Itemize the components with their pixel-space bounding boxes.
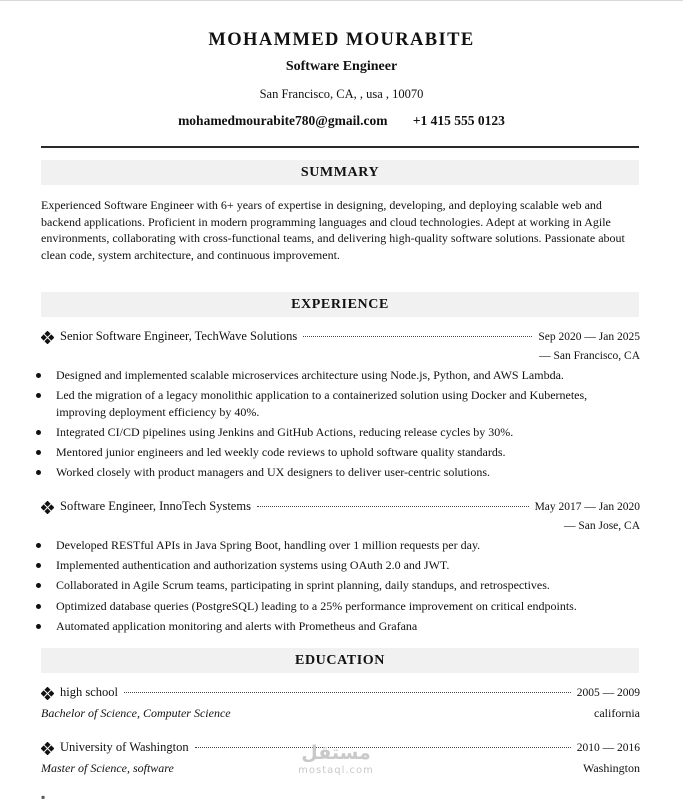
list-item: Developed RESTful APIs in Java Spring Boot, handling over 1 million requests per day. (36, 537, 636, 554)
list-item: Designed and implemented scalable microservices architecture using Node.js, Python, and AWS Lambda. (36, 367, 636, 384)
list-item: Worked closely with product managers and UX designers to deliver user-centric solutions. (36, 464, 636, 481)
job-role: Software Engineer, InnoTech Systems (60, 499, 251, 513)
summary-heading: SUMMARY (41, 160, 639, 185)
bullet-dot-icon (36, 430, 41, 435)
bullet-dot-icon (36, 470, 41, 475)
list-item: Implemented authentication and authorization systems using OAuth 2.0 and JWT. (36, 557, 636, 574)
diamond-cluster-icon (41, 742, 54, 755)
diamond-cluster-icon (41, 331, 54, 344)
email-text: mohamedmourabite780@gmail.com (178, 113, 388, 128)
education-heading: EDUCATION (41, 648, 639, 673)
top-border (0, 0, 683, 1)
watermark-latin: mostaql.com (298, 765, 374, 776)
diamond-cluster-icon (41, 501, 54, 514)
job-role: Senior Software Engineer, TechWave Solutions (60, 329, 298, 343)
bullet-dot-icon (36, 583, 41, 588)
bullet-dot-icon (36, 543, 41, 548)
address: San Francisco, CA, , usa , 10070 (259, 87, 424, 101)
bullet-dot-icon (36, 624, 41, 629)
watermark-logo (286, 741, 386, 786)
contact-line (0, 113, 683, 129)
job-entry-header (41, 499, 640, 515)
bullet-dot-icon (36, 563, 41, 568)
degree-text: Bachelor of Science, Computer Science (41, 706, 231, 720)
header-divider (41, 146, 639, 148)
school-name: high school (60, 685, 118, 699)
watermark-arabic: مستقل (301, 742, 371, 764)
job-location: — San Jose, CA (563, 520, 640, 532)
school-dates: 2010 — 2016 (576, 742, 640, 754)
bullet-dot-icon (36, 393, 41, 398)
school-location: Washington (582, 761, 640, 775)
bullet-dot-icon (36, 450, 41, 455)
experience-heading: EXPERIENCE (41, 292, 639, 317)
job-dates: May 2017 — Jan 2020 (534, 501, 640, 513)
list-item: Mentored junior engineers and led weekly code reviews to uphold software quality standards. (36, 444, 636, 461)
candidate-name: MOHAMMED MOURABITE (208, 30, 475, 50)
leader-dots (124, 692, 571, 693)
leader-dots (303, 336, 532, 337)
job-bullet-list (36, 367, 636, 485)
job-dates: Sep 2020 — Jan 2025 (538, 331, 640, 343)
school-entry-header (41, 685, 640, 701)
leader-dots (257, 506, 529, 507)
school-dates: 2005 — 2009 (576, 687, 640, 699)
list-item: Optimized database queries (PostgreSQL) leading to a 25% performance improvement on critical endpoints. (36, 598, 636, 615)
bullet-dot-icon (36, 373, 41, 378)
list-item: Integrated CI/CD pipelines using Jenkins and GitHub Actions, reducing release cycles by 30%. (36, 424, 636, 441)
school-location: california (594, 706, 640, 720)
job-bullet-list (36, 537, 636, 638)
bullet-dot-icon (36, 604, 41, 609)
next-line-fragment: ▪ (41, 790, 46, 804)
list-item: Automated application monitoring and alerts with Prometheus and Grafana (36, 618, 636, 635)
job-title: Software Engineer (285, 59, 398, 74)
job-location: — San Francisco, CA (539, 350, 640, 362)
degree-text: Master of Science, software (41, 761, 174, 775)
list-item: Led the migration of a legacy monolithic application to a containerized solution using Docker and Kubernetes, improving deployment efficiency by 40%. (36, 387, 636, 420)
diamond-cluster-icon (41, 687, 54, 700)
degree-row (41, 706, 640, 721)
school-name: University of Washington (60, 740, 189, 754)
summary-text: Experienced Software Engineer with 6+ years of expertise in designing, developing, and deploying scalable web and backend applications. Proficient in modern programming languages and cloud technologies. Adept at working in Agile environments, collaborating with cross-functional teams, and delivering high-quality software solutions. Passionate about clean code, system architecture, and continuous improvement. (41, 198, 625, 263)
list-item: Collaborated in Agile Scrum teams, participating in sprint planning, daily standups, and retrospectives. (36, 577, 636, 594)
phone-text: +1 415 555 0123 (412, 113, 505, 128)
job-entry-header (41, 329, 640, 345)
